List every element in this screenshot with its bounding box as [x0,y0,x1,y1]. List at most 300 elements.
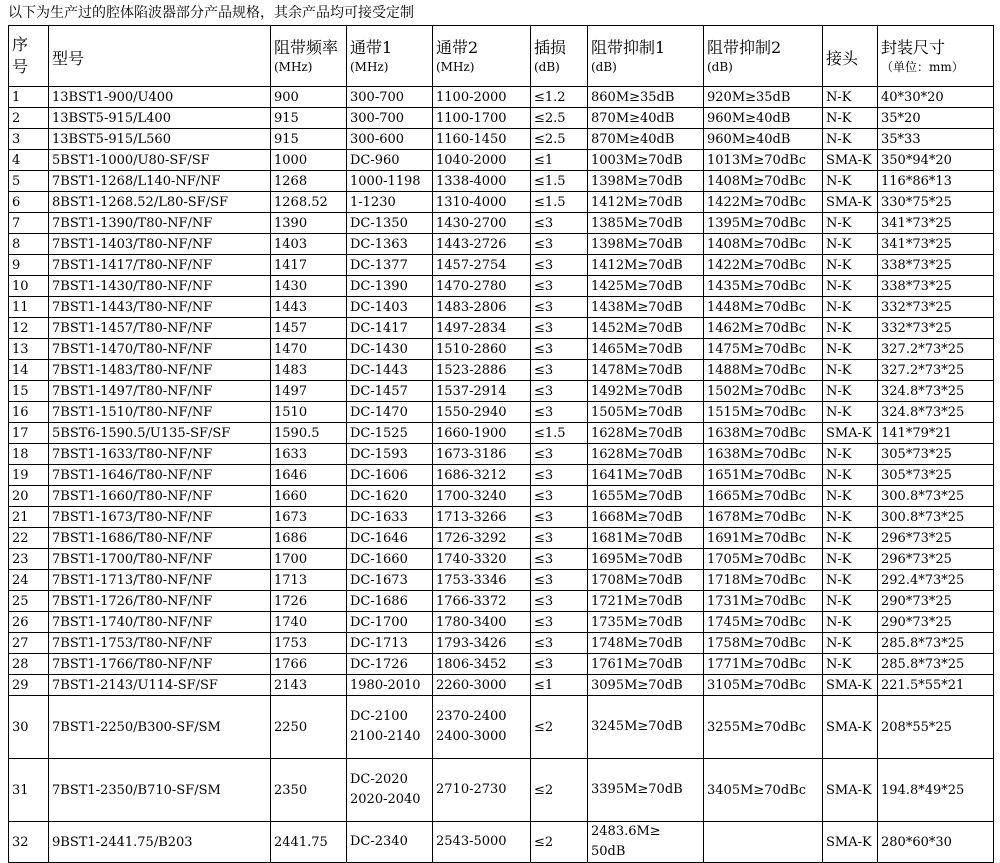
cell-pass1: DC-1377 [347,255,433,276]
cell-stop-freq: 1510 [271,402,347,423]
cell-line: DC-2020 [350,772,408,787]
cell-rej1: 1398M≥70dB [588,234,704,255]
cell-line: 2370-2400 [436,709,507,724]
cell-line: 2020-2040 [350,792,421,807]
cell-seq: 30 [9,696,49,759]
cell-conn: N-K [823,444,878,465]
cell-pass1: DC-1713 [347,633,433,654]
cell-line: 3245M≥70dB [591,719,683,734]
table-row [9,654,994,675]
cell-model: 7BST1-1470/T80-NF/NF [49,339,271,360]
cell-size: 296*73*25 [878,549,994,570]
cell-rej1: 3095M≥70dB [588,675,704,696]
table-row [9,444,994,465]
cell-model: 7BST1-1430/T80-NF/NF [49,276,271,297]
cell-model: 7BST1-1268/L140-NF/NF [49,171,271,192]
cell-pass2: 1100-2000 [433,87,531,108]
cell-conn: N-K [823,486,878,507]
cell-stop-freq: 1483 [271,360,347,381]
cell-pass2 [433,822,531,863]
cell-rej2: 1488M≥70dBc [704,360,823,381]
cell-conn: N-K [823,633,878,654]
cell-pass1: DC-1673 [347,570,433,591]
cell-pass2: 1483-2806 [433,297,531,318]
cell-rej1: 1505M≥70dB [588,402,704,423]
cell-size: 194.8*49*25 [878,759,994,822]
cell-loss: ≤3 [531,318,588,339]
cell-rej1: 1412M≥70dB [588,192,704,213]
table-row [9,465,994,486]
cell-pass2 [433,696,531,759]
page-title: 以下为生产过的腔体陷波器部分产品规格，其余产品均可接受定制 [8,5,414,21]
cell-seq: 2 [9,108,49,129]
cell-seq: 25 [9,591,49,612]
cell-conn: N-K [823,507,878,528]
cell-model: 7BST1-1726/T80-NF/NF [49,591,271,612]
cell-loss: ≤3 [531,234,588,255]
cell-seq: 8 [9,234,49,255]
cell-size: 292.4*73*25 [878,570,994,591]
table-row [9,360,994,381]
cell-rej2: 1705M≥70dBc [704,549,823,570]
cell-rej2: 1638M≥70dBc [704,444,823,465]
table-row [9,129,994,150]
cell-rej1 [588,822,704,863]
cell-pass1: DC-1660 [347,549,433,570]
cell-conn: N-K [823,87,878,108]
cell-rej2: 1502M≥70dBc [704,381,823,402]
cell-conn: N-K [823,612,878,633]
cell-conn: SMA-K [823,192,878,213]
cell-stop-freq: 2350 [271,759,347,822]
cell-pass2: 1673-3186 [433,444,531,465]
cell-pass2: 1510-2860 [433,339,531,360]
cell-seq: 24 [9,570,49,591]
table-row [9,423,994,444]
cell-pass1: DC-1646 [347,528,433,549]
cell-model: 7BST1-1417/T80-NF/NF [49,255,271,276]
cell-size: 305*73*25 [878,444,994,465]
cell-rej1 [588,759,704,822]
cell-conn: N-K [823,549,878,570]
table-row [9,591,994,612]
cell-size: 141*79*21 [878,423,994,444]
cell-seq: 10 [9,276,49,297]
table-row [9,297,994,318]
cell-stop-freq: 1673 [271,507,347,528]
cell-size: 35*33 [878,129,994,150]
cell-loss: ≤2 [531,759,588,822]
cell-rej2: 1678M≥70dBc [704,507,823,528]
cell-rej2: 1665M≥70dBc [704,486,823,507]
cell-pass1: DC-1726 [347,654,433,675]
cell-rej2: 1731M≥70dBc [704,591,823,612]
cell-pass1: DC-1363 [347,234,433,255]
cell-conn: SMA-K [823,150,878,171]
cell-line: 2400-3000 [436,729,507,744]
cell-size: 327.2*73*25 [878,360,994,381]
cell-rej1: 1465M≥70dB [588,339,704,360]
cell-stop-freq: 1590.5 [271,423,347,444]
cell-pass1: 300-700 [347,108,433,129]
cell-model: 13BST5-915/L400 [49,108,271,129]
cell-pass2: 1338-4000 [433,171,531,192]
table-row [9,612,994,633]
cell-rej2: 960M≥40dB [704,108,823,129]
cell-size: 341*73*25 [878,213,994,234]
cell-rej2: 1435M≥70dBc [704,276,823,297]
cell-pass1: 1-1230 [347,192,433,213]
cell-rej2: 960M≥40dB [704,129,823,150]
cell-pass1: DC-1633 [347,507,433,528]
cell-model: 7BST1-1443/T80-NF/NF [49,297,271,318]
cell-size: 327.2*73*25 [878,339,994,360]
table-row [9,822,994,863]
cell-model: 7BST1-2250/B300-SF/SM [49,696,271,759]
cell-seq: 32 [9,822,49,863]
cell-pass1: DC-1443 [347,360,433,381]
cell-loss: ≤1.5 [531,192,588,213]
cell-model: 7BST1-1646/T80-NF/NF [49,465,271,486]
cell-rej2: 1758M≥70dBc [704,633,823,654]
cell-conn: SMA-K [823,759,878,822]
cell-stop-freq: 1713 [271,570,347,591]
cell-size: 221.5*55*21 [878,675,994,696]
cell-pass2: 1740-3320 [433,549,531,570]
table-row [9,633,994,654]
cell-rej1: 1668M≥70dB [588,507,704,528]
cell-model: 7BST1-1700/T80-NF/NF [49,549,271,570]
cell-rej2: 1408M≥70dBc [704,171,823,192]
cell-size: 208*55*25 [878,696,994,759]
cell-loss: ≤3 [531,381,588,402]
header-pass2: 通带2 (MHz) [433,26,531,87]
cell-pass1: DC-1686 [347,591,433,612]
cell-pass1: DC-1390 [347,276,433,297]
cell-loss: ≤3 [531,444,588,465]
cell-loss: ≤2 [531,696,588,759]
cell-size: 35*20 [878,108,994,129]
table-row [9,696,994,759]
cell-stop-freq: 1430 [271,276,347,297]
cell-size: 338*73*25 [878,276,994,297]
cell-stop-freq: 1753 [271,633,347,654]
cell-conn: SMA-K [823,822,878,863]
cell-conn: N-K [823,381,878,402]
cell-rej2: 1462M≥70dBc [704,318,823,339]
header-size: 封装尺寸 （单位：mm） [878,26,994,87]
cell-size: 300.8*73*25 [878,507,994,528]
header-rej1: 阻带抑制1 (dB) [588,26,704,87]
header-conn: 接头 [823,26,878,87]
cell-pass2: 1686-3212 [433,465,531,486]
cell-stop-freq: 1417 [271,255,347,276]
cell-model: 7BST1-1740/T80-NF/NF [49,612,271,633]
cell-pass2: 1160-1450 [433,129,531,150]
cell-rej1: 1478M≥70dB [588,360,704,381]
cell-pass2: 1660-1900 [433,423,531,444]
cell-conn: N-K [823,297,878,318]
cell-loss: ≤3 [531,297,588,318]
cell-rej2: 1771M≥70dBc [704,654,823,675]
cell-rej1 [588,696,704,759]
table-row [9,381,994,402]
cell-rej1: 1628M≥70dB [588,423,704,444]
header-seq: 序 号 [9,26,49,87]
cell-seq: 1 [9,87,49,108]
cell-pass2: 1753-3346 [433,570,531,591]
cell-loss: ≤1.5 [531,423,588,444]
cell-conn: N-K [823,654,878,675]
cell-loss: ≤3 [531,549,588,570]
cell-rej1: 1748M≥70dB [588,633,704,654]
cell-loss: ≤1.2 [531,87,588,108]
cell-seq: 19 [9,465,49,486]
cell-pass2: 1700-3240 [433,486,531,507]
cell-model: 7BST1-1403/T80-NF/NF [49,234,271,255]
cell-rej2: 920M≥35dB [704,87,823,108]
cell-size: 290*73*25 [878,612,994,633]
cell-rej1: 860M≥35dB [588,87,704,108]
header-model: 型号 [49,26,271,87]
cell-size: 350*94*20 [878,150,994,171]
cell-conn: N-K [823,318,878,339]
table-row [9,570,994,591]
cell-size: 330*75*25 [878,192,994,213]
cell-pass1: DC-1457 [347,381,433,402]
cell-pass1 [347,822,433,863]
cell-rej1: 1425M≥70dB [588,276,704,297]
cell-size: 280*60*30 [878,822,994,863]
cell-model: 7BST1-2143/U114-SF/SF [49,675,271,696]
cell-model: 7BST1-1483/T80-NF/NF [49,360,271,381]
table-row [9,87,994,108]
cell-rej1: 1452M≥70dB [588,318,704,339]
cell-seq: 3 [9,129,49,150]
table-row [9,192,994,213]
cell-loss: ≤3 [531,570,588,591]
cell-conn: N-K [823,255,878,276]
spec-table [8,25,994,863]
cell-pass1: 300-700 [347,87,433,108]
cell-pass1: DC-1606 [347,465,433,486]
header-loss: 插损 (dB) [531,26,588,87]
cell-rej1: 1628M≥70dB [588,444,704,465]
cell-model: 7BST1-1766/T80-NF/NF [49,654,271,675]
cell-pass2: 1310-4000 [433,192,531,213]
cell-stop-freq: 1700 [271,549,347,570]
cell-stop-freq: 1686 [271,528,347,549]
cell-loss: ≤3 [531,360,588,381]
table-body [9,87,994,863]
cell-rej2: 1448M≥70dBc [704,297,823,318]
cell-rej1: 1438M≥70dB [588,297,704,318]
cell-stop-freq: 1646 [271,465,347,486]
cell-model: 7BST1-1510/T80-NF/NF [49,402,271,423]
cell-pass2: 1806-3452 [433,654,531,675]
cell-line: DC-2100 [350,709,408,724]
cell-line: 2710-2730 [436,782,507,797]
cell-rej2: 1422M≥70dBc [704,255,823,276]
cell-rej2: 1515M≥70dBc [704,402,823,423]
cell-loss: ≤3 [531,339,588,360]
cell-model: 7BST1-1673/T80-NF/NF [49,507,271,528]
cell-model: 13BST5-915/L560 [49,129,271,150]
cell-seq: 31 [9,759,49,822]
cell-loss: ≤1.5 [531,171,588,192]
cell-conn: N-K [823,360,878,381]
cell-loss: ≤3 [531,276,588,297]
cell-seq: 18 [9,444,49,465]
cell-pass1: DC-1620 [347,486,433,507]
cell-conn: N-K [823,570,878,591]
cell-pass2: 1550-2940 [433,402,531,423]
cell-rej2: 3405M≥70dBc [704,759,823,822]
cell-seq: 9 [9,255,49,276]
cell-model: 9BST1-2441.75/B203 [49,822,271,863]
cell-pass1: DC-1700 [347,612,433,633]
cell-seq: 4 [9,150,49,171]
cell-pass2: 1523-2886 [433,360,531,381]
cell-pass2: 1430-2700 [433,213,531,234]
table-row [9,255,994,276]
cell-seq: 5 [9,171,49,192]
cell-line: 50dB [591,844,626,859]
cell-loss: ≤3 [531,654,588,675]
cell-size: 300.8*73*25 [878,486,994,507]
cell-pass2: 1726-3292 [433,528,531,549]
table-row [9,150,994,171]
cell-stop-freq: 2441.75 [271,822,347,863]
cell-pass1: DC-1350 [347,213,433,234]
cell-pass1: DC-1403 [347,297,433,318]
cell-model: 5BST1-1000/U80-SF/SF [49,150,271,171]
cell-seq: 6 [9,192,49,213]
cell-conn: SMA-K [823,675,878,696]
header-row [9,26,994,87]
table-row [9,759,994,822]
cell-loss: ≤3 [531,402,588,423]
cell-line: 3395M≥70dB [591,782,683,797]
cell-stop-freq: 1633 [271,444,347,465]
cell-pass1 [347,759,433,822]
cell-conn: N-K [823,213,878,234]
cell-size: 285.8*73*25 [878,633,994,654]
cell-model: 7BST1-1497/T80-NF/NF [49,381,271,402]
cell-rej2: 1691M≥70dBc [704,528,823,549]
table-row [9,318,994,339]
cell-stop-freq: 1390 [271,213,347,234]
cell-stop-freq: 1000 [271,150,347,171]
header-pass1: 通带1 (MHz) [347,26,433,87]
cell-seq: 17 [9,423,49,444]
cell-line: 2543-5000 [436,834,507,849]
cell-model: 7BST1-1390/T80-NF/NF [49,213,271,234]
cell-size: 305*73*25 [878,465,994,486]
cell-model: 8BST1-1268.52/L80-SF/SF [49,192,271,213]
cell-stop-freq: 1403 [271,234,347,255]
cell-rej1: 870M≥40dB [588,108,704,129]
cell-loss: ≤2.5 [531,129,588,150]
cell-rej1: 1398M≥70dB [588,171,704,192]
cell-seq: 13 [9,339,49,360]
cell-rej1: 1385M≥70dB [588,213,704,234]
cell-seq: 28 [9,654,49,675]
cell-stop-freq: 1443 [271,297,347,318]
cell-seq: 23 [9,549,49,570]
cell-rej2: 1395M≥70dBc [704,213,823,234]
cell-stop-freq: 1497 [271,381,347,402]
table-row [9,276,994,297]
cell-size: 40*30*20 [878,87,994,108]
cell-size: 116*86*13 [878,171,994,192]
cell-model: 7BST1-1660/T80-NF/NF [49,486,271,507]
cell-rej1: 1412M≥70dB [588,255,704,276]
cell-conn: SMA-K [823,696,878,759]
cell-seq: 15 [9,381,49,402]
cell-pass1: DC-1593 [347,444,433,465]
cell-size: 338*73*25 [878,255,994,276]
cell-rej1: 1681M≥70dB [588,528,704,549]
cell-seq: 26 [9,612,49,633]
cell-model: 7BST1-1457/T80-NF/NF [49,318,271,339]
cell-pass2: 1780-3400 [433,612,531,633]
cell-rej2 [704,822,823,863]
cell-loss: ≤3 [531,213,588,234]
table-row [9,108,994,129]
table-row [9,402,994,423]
cell-seq: 12 [9,318,49,339]
cell-size: 290*73*25 [878,591,994,612]
cell-rej2: 1408M≥70dBc [704,234,823,255]
cell-stop-freq: 1740 [271,612,347,633]
cell-rej1: 1641M≥70dB [588,465,704,486]
cell-stop-freq: 1457 [271,318,347,339]
cell-rej1: 1721M≥70dB [588,591,704,612]
cell-model: 7BST1-1713/T80-NF/NF [49,570,271,591]
cell-rej1: 1003M≥70dB [588,150,704,171]
cell-seq: 22 [9,528,49,549]
cell-rej2: 1718M≥70dBc [704,570,823,591]
cell-model: 5BST6-1590.5/U135-SF/SF [49,423,271,444]
cell-seq: 14 [9,360,49,381]
cell-pass2: 1713-3266 [433,507,531,528]
cell-rej1: 1492M≥70dB [588,381,704,402]
cell-pass1: DC-960 [347,150,433,171]
cell-rej1: 1708M≥70dB [588,570,704,591]
cell-size: 324.8*73*25 [878,402,994,423]
cell-pass2: 1443-2726 [433,234,531,255]
cell-stop-freq: 2250 [271,696,347,759]
cell-pass2: 1457-2754 [433,255,531,276]
table-row [9,213,994,234]
cell-rej2: 1422M≥70dBc [704,192,823,213]
cell-seq: 16 [9,402,49,423]
cell-stop-freq: 1470 [271,339,347,360]
cell-loss: ≤2 [531,822,588,863]
cell-rej2: 1638M≥70dBc [704,423,823,444]
cell-line: 2483.6M≥ [591,824,661,839]
cell-size: 324.8*73*25 [878,381,994,402]
cell-size: 341*73*25 [878,234,994,255]
cell-loss: ≤1 [531,675,588,696]
cell-pass2: 1470-2780 [433,276,531,297]
cell-seq: 29 [9,675,49,696]
table-row [9,171,994,192]
cell-model: 7BST1-2350/B710-SF/SM [49,759,271,822]
cell-loss: ≤2.5 [531,108,588,129]
cell-stop-freq: 915 [271,108,347,129]
